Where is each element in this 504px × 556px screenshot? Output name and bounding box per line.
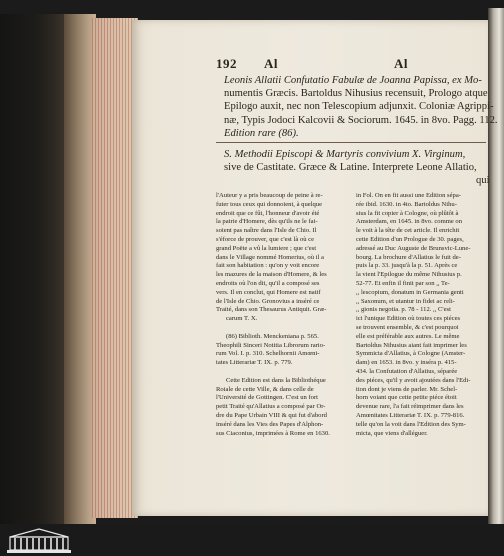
entry-2-line: S. Methodii Episcopi & Martyris convivium X. Virginum, xyxy=(224,149,466,160)
left-column-line: s'éforce de prouver, que c'est là où ce xyxy=(216,235,315,243)
right-column-line: dam) en 1653. in 8vo. y inséra p. 415- xyxy=(356,359,457,367)
left-column-line: la patrie d'Homere, dès qu'ils ne le fai- xyxy=(216,218,318,226)
right-column-line: le voit à la tête de cet article. Il enrichit xyxy=(356,227,460,235)
left-column-line xyxy=(216,368,330,377)
right-column-line: elle est préférable aux autres. Le même xyxy=(356,332,460,340)
left-column-line: Traité, dans son Thesaurus Antiquit. Græ- xyxy=(216,306,327,314)
right-column-line: la vient l'Epilogue du même Nihusius p. xyxy=(356,271,462,279)
left-column-line: Theophili Sinceri Notitia Librorum rario- xyxy=(216,341,326,349)
right-column-line: rée ibid. 1630. in 4to. Bartoldus Nihu- xyxy=(356,200,457,208)
right-column-line: devenue rare, l'a fait réimprimer dans les xyxy=(356,403,464,411)
entry-1-line: næ, Typis Jodoci Kalcovii & Sociorum. 1645. in 8vo. Pagg. 112. xyxy=(224,114,498,126)
book-page xyxy=(132,20,498,516)
left-column-line: grand Poëte a vû la lumiere ; que c'est xyxy=(216,244,317,252)
right-column-line: cette Edition d'un Prologue de 30. pages, xyxy=(356,235,464,243)
right-column-line: Symmicta d'Allatius, à Cologne (Amster- xyxy=(356,350,466,358)
entry-2 xyxy=(224,148,490,188)
right-column-line: adressé au Duc Auguste de Brunsvic-Lune- xyxy=(356,244,471,252)
left-column-line: (86) Biblioth. Menckeniana p. 565. xyxy=(226,332,319,340)
entry-1-line: Leonis Allatii Confutatio Fabulæ de Joanna Papissa, ex Mo- xyxy=(224,75,482,86)
right-column-line: puis la p. 33. jusqu'à la p. 51. Après ce xyxy=(356,262,458,270)
entry-1-line: numentis Græcis. Bartoldus Nihusius recensuit, Prologo atque xyxy=(224,88,488,100)
right-column-line: se trouvent ensemble, & c'est pourquoi xyxy=(356,323,459,331)
left-column-line: les mazures de la maison d'Homere, & les xyxy=(216,271,327,279)
left-column-line: dre du Pape Urbain VIII & qui fut d'abord xyxy=(216,411,327,419)
right-column-line: ici l'unique Edition où toutes ces piéces xyxy=(356,315,461,323)
left-column-line: futer tous ceux qui donnoient, à quelque xyxy=(216,200,323,208)
left-column-line: rum Vol. I. p. 310. Schelhornii Amœni- xyxy=(216,350,320,358)
left-column-line: dans le Village nommé Homerius, où il a xyxy=(216,253,324,261)
right-column-line: sius la fit copier à Cologne, où plûtôt à xyxy=(356,209,459,217)
left-column-line: inséré dans les Vies des Papes d'Alphon- xyxy=(216,420,324,428)
right-column-line: des piéces, qu'il y avoit ajoutées dans l'Edi- xyxy=(356,376,471,384)
left-column-line: soient pas naître dans l'Isle de Chio. Il xyxy=(216,227,317,235)
running-head-left: Al xyxy=(264,56,278,71)
library-building-icon xyxy=(6,528,72,554)
page-number: 192 xyxy=(216,56,237,71)
right-column-line: in Fol. On en fit aussi une Edition sépa- xyxy=(356,192,461,199)
left-column-line: sus Ciaconius, imprimées à Rome en 1630. xyxy=(216,429,330,437)
left-column-line: Roiale de cette Ville, & dans celle de xyxy=(216,385,314,393)
right-column-line: 52-77. Et enfin il finit par son ,, Te- xyxy=(356,279,450,287)
left-column-line: l'Université de Gottingen. C'est un fort xyxy=(216,394,318,402)
left-column-line: fait son habitation : qu'on y voit encore xyxy=(216,262,320,270)
right-column-line: Amœnitates Litterariæ T. IX. p. 779-816. xyxy=(356,411,465,419)
right-column-line: Amsterdam, en 1645. in 8vo. comme on xyxy=(356,218,463,226)
running-head-right: Al xyxy=(394,56,408,71)
right-column-line: 434. la Confutation d'Allatius, séparée xyxy=(356,367,458,375)
left-column-line: vers. Il en conclut, qui Homere est natif xyxy=(216,288,321,296)
left-column-line: carum T. X. xyxy=(226,315,258,323)
entry-2-line: sive de Castitate. Græce & Latine. Interprete Leone Allatio, xyxy=(224,162,477,174)
left-column-line: l'Auteur y a pris beaucoup de peine à re- xyxy=(216,192,323,199)
left-column-line: endroits où l'on dit, qu'il a composé ses xyxy=(216,279,320,287)
book-cover-left xyxy=(0,14,64,524)
right-column-line: telle qu'on la voit dans l'Edition des Sym- xyxy=(356,420,466,428)
right-column-line: tion dont je viens de parler. Mr. Schel- xyxy=(356,385,458,393)
right-column-line: horn voiant que cette petite piéce étoit xyxy=(356,394,457,402)
left-column xyxy=(216,192,330,438)
right-column-line: Bartoldus Nihusius aiant fait imprimer les xyxy=(356,341,467,349)
left-column-line: petit Traité qu'Allatius a composé par Or- xyxy=(216,403,326,411)
right-column-line: bourg. La brochure d'Allatius le fuit de- xyxy=(356,253,461,261)
right-column xyxy=(356,192,470,438)
left-column-line: endroit que ce fût, l'honneur d'avoir été xyxy=(216,209,320,217)
right-column-line: ,, Saxonum, et utantur in fidei ac reli- xyxy=(356,297,455,305)
entry-2-line: qui xyxy=(476,175,490,187)
left-column-line: tates Litterariæ T. IX. p. 779. xyxy=(216,359,293,367)
right-column-line: ,, lescopium, donatum in Germania genti xyxy=(356,288,464,296)
entry-1-line: Edition rare (86). xyxy=(224,127,299,139)
left-column-line: de l'Isle de Chio. Gronovius a inséré ce xyxy=(216,297,320,305)
bottom-band xyxy=(0,524,504,556)
right-column-line: micta, que viens d'alléguer. xyxy=(356,429,428,437)
left-column-line: Cette Edition est dans la Bibliothéque xyxy=(226,376,326,384)
divider xyxy=(216,142,486,143)
entry-1-line: Epilogo auxit, nec non Telescopium adjunxit. Coloniæ Agrippi- xyxy=(224,101,494,113)
left-column-line xyxy=(216,324,330,333)
entry-1 xyxy=(224,74,498,140)
right-column-line: ,, gionis negotia. p. 78 - 112. ,, C'est xyxy=(356,306,451,314)
